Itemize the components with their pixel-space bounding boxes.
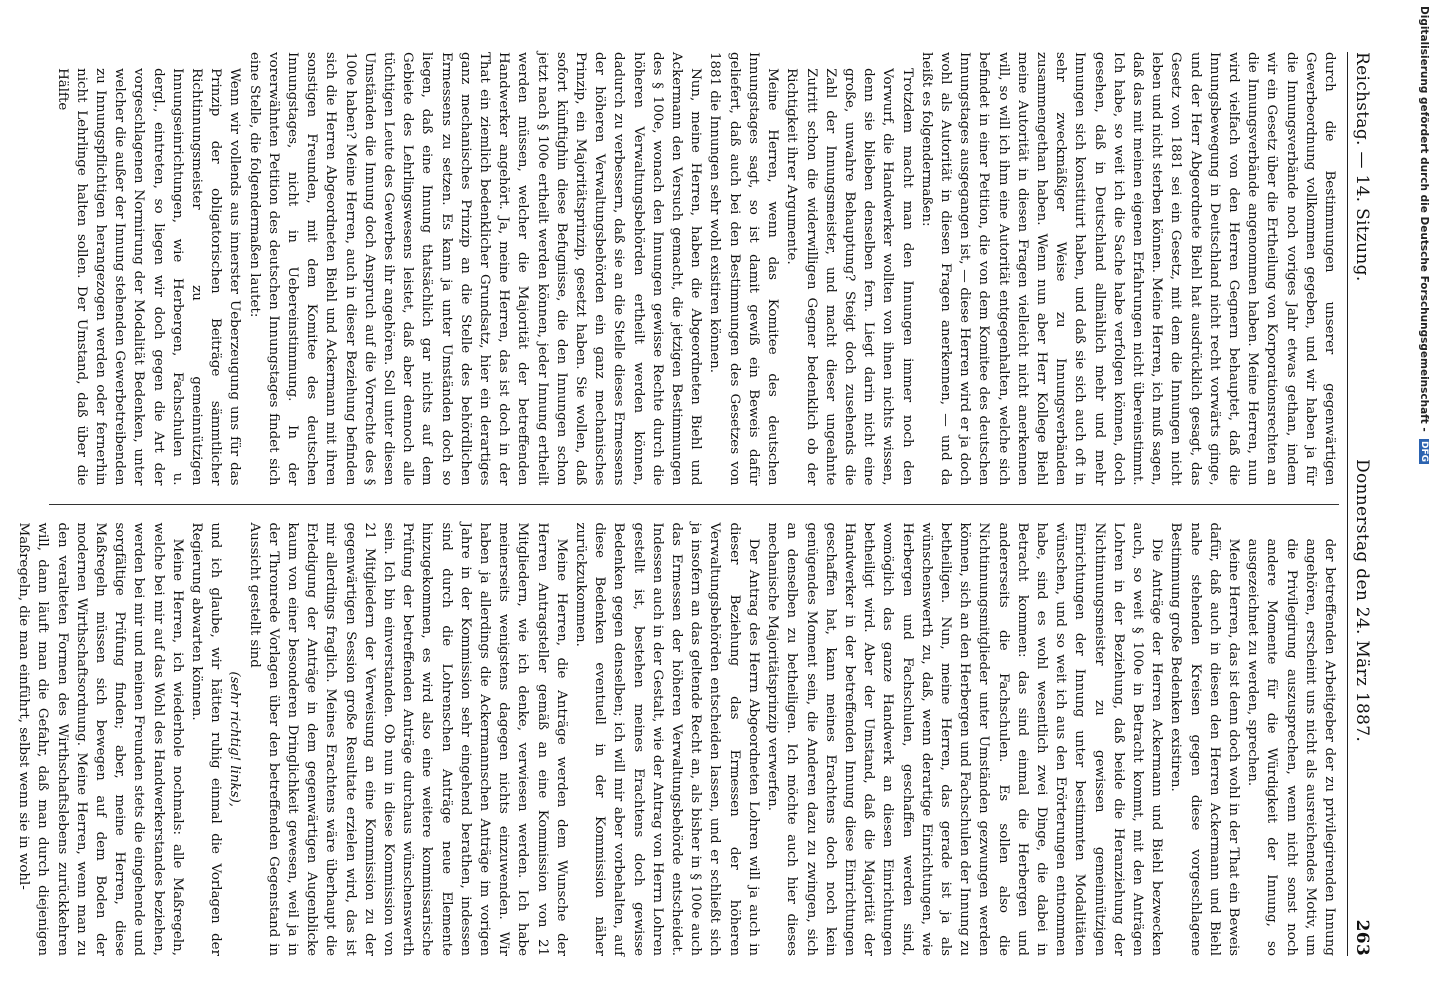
interjection: (sehr richtig! links), bbox=[227, 671, 243, 808]
quoted-paragraph: Wenn wir vollends aus innerster Ueberzeugung uns für das Prinzip der obligatorischen Beiträge sämmtlicher Richtinnungsmeister zu gemeinnützigen Innungseinrichtungen, wie Herbergen, Fachschulen u. dergl., eintreten, so liegen wir doch gegen die Art der vorgeschlagenen Normirung der Modalität Bedenken, unter welcher die außer der Innung stehenden Gewerbetreibenden zu Innungspflichtigen herangezogen werden oder fernerhin nicht Lehrlinge halten sollen. Der Umstand, daß über die Hälfte bbox=[54, 68, 243, 486]
dfg-sidebar bbox=[1412, 0, 1432, 1000]
quoted-paragraph: der betreffenden Arbeitgeber der zu privilegirenden Innung angehören, erscheint uns nicht als ausreichendes Motiv, um die Privilegirung auszusprechen, wenn nicht sonst noch andere Momente für die Würdigkeit der Innung, so ausgezeichnet zu werden, sprechen. bbox=[1245, 538, 1337, 956]
paragraph: Meine Herren, die Anträge werden dem Wunsche der Herren Antragsteller gemäß an eine Kommission von 21 Mitgliedern, wie ich denke, verwiesen werden. Ich habe meinerseits wenigstens dagegen nichts einzuwenden. Wir haben ja allerdings die Ackermannschen Anträge im vorigen Jahre in der Kommission sehr eingehend berathen, indessen sind durch die Lohrenschen Anträge neue Elemente hinzugekommen, es wird also eine weitere kommissarische Prüfung der betreffenden Anträge durchaus wünschenswerth sein. Ich bin einverstanden. Ob nun in diese Kommission von 21 Mitgliedern der Verweisung an eine Kommission zu der gegenwärtigen Session große Resultate erzielen wird, das ist mir allerdings fraglich. Meines Erachtens wäre überhaupt die Erledigung der Anträge in dem gegenwärtigen Augenblicke kaum von einer besonderen Dringlichkeit gewesen, weil ja in der Thronrede Vorlagen über den betreffenden Gegenstand in Aussicht gestellt sind bbox=[246, 522, 569, 956]
paragraph: Nun, meine Herren, haben die Abgeordneten Biehl und Ackermann den Versuch gemacht, die jetzigen Bestimmungen des § 100e, wonach den Innungen gewisse Rechte durch die höheren Verwaltungsbehörden ertheilt werden können, dadurch zu verbessern, daß sie an die Stelle dieses Ermessens der höheren Verwaltungsbehörden ein ganz mechanisches Prinzip, ein Majoritätsprinzip, gesetzt haben. Sie wollen, daß sofort künftighin diese Befugnisse, die den Innungen schon jetzt nach § 100e ertheilt werden können, jeder Innung ertheilt werden müssen, welcher die Majorität der betreffenden Handwerker angehört. Ja, meine Herren, das ist doch in der That ein ziemlich bedenklicher Grundsatz, hier ein derartiges ganz mechanisches Prinzip an die Stelle des behördlichen Ermessens zu setzen. Es kann ja unter Umständen doch so liegen, daß eine Innung thatsächlich gar nichts auf dem Gebiete des Lehrlingswesens leistet, daß aber dennoch alle tüchtigen Leute des Gewerbes ihr angehören. Soll unter diesen Umständen die Innung doch Anspruch auf die Vorrechte des § 100e haben? Meine Herren, auch in dieser Beziehung befinden sich die Herren Abgeordneten Biehl und Ackermann mit ihren sonstigen Freunden, mit dem Komitee des deutschen Innungstages, nicht in Uebereinstimmung. In der vorerwähnten Petition des deutschen Innungstages findet sich eine Stelle, die folgendermaßen lautet: bbox=[246, 52, 704, 486]
dfg-credit bbox=[1414, 6, 1430, 706]
page-number: 263 bbox=[1352, 919, 1372, 956]
paragraph: Meine Herren, ich wiederhole nochmals: alle Maßregeln, welche bei mir auf das Wohl des Handwerkerstandes beziehen, werden bei mir und meinen Freunden stets die eingehende und sorgfältige Prüfung finden; aber, meine Herren, diese Maßregeln müssen sich bewegen auf dem Boden der modernen Wirthschaftsordnung. Meine Herren, wenn man zu den veralteten Formen des Wirthschaftslebens zurückkehren will, dann läuft man die Gefahr, daß man durch diejenigen Maßregeln, die man einführt, selbst wenn sie in wohl- bbox=[16, 522, 185, 956]
dfg-logo: DFG bbox=[1419, 441, 1429, 463]
running-head bbox=[1347, 52, 1372, 956]
paragraph: Der Antrag des Herrn Abgeordneten Lohren will ja auch in dieser Beziehung das Ermessen der höheren Verwaltungsbehörden entscheiden lassen, und er schließt sich ja insofern an das geltende Recht an, als bisher in § 100e auch das Ermessen der höheren Verwaltungsbehörde entscheidet. Indessen auch in der Gestalt, wie der Antrag von Herrn Lohren gestellt ist, bestehen meines Erachtens doch gewisse Bedenken gegen denselben; ich will mir aber vorbehalten, auf diese Bedenken eventuell in der Kommission näher zurückzukommen. bbox=[573, 522, 761, 956]
left-column bbox=[49, 52, 1339, 486]
text-columns bbox=[16, 52, 1339, 956]
paragraph: durch die Bestimmungen unserer gegenwärtigen Gewerbeordnung vollkommen gegeben, und wir haben ja für die Innungsverbände noch voriges Jahr etwas gethan, indem wir ein Gesetz über die Ertheilung von Korporationsrechten an die Innungsverbände angenommen haben. Meine Herren, nun wird vielfach von den Herren Gegnern behauptet, daß die Innungsbewegung in Deutschland nicht recht vorwärts ginge, und der Herr Abgeordnete Biehl hat ausdrücklich gesagt, das Gesetz von 1881 sei ein Gesetz, mit dem die Innungen nicht leben und nicht sterben können. Meine Herren, ich muß sagen, daß das mit meinen eigenen Erfahrungen nicht übereinstimmt. Ich habe, so weit ich die Sache habe verfolgen können, doch gesehen, daß in Deutschland allmählich mehr und mehr Innungen sich konstituirt haben, und daß sie sich auch oft in sehr zweckmäßiger Weise zu Innungsverbänden zusammengethan haben. Wenn nun aber Herr Kollege Biehl meine Autorität in diesen Fragen vielleicht nicht anerkennen will, so will ich ihm eine Autorität entgegenhalten, welche sich befindet in einer Petition, die von dem Komitee des deutschen Innungstages ausgegangen ist, — diese Herren wird er ja doch wohl als Autorität in diesen Fragen anerkennen, — und da heißt es folgendermaßen: bbox=[918, 52, 1337, 486]
paragraph: Meine Herren, das ist denn doch wohl in der That ein Beweis dafür, daß auch in diesen den Herren Ackermann und Biehl nahe stehenden Kreisen gegen diese vorgeschlagene Bestimmung große Bedenken existiren. bbox=[1168, 522, 1241, 956]
running-head-left: Reichstag. — 14. Sitzung. bbox=[1352, 52, 1372, 282]
quoted-paragraph: Trotzdem macht man den Innungen immer noch den Vorwurf, die Handwerker wollten von ihnen nichts wissen, denn sie blieben denselben fern. Liegt darin nicht eine große, unwahre Behauptung? Steigt doch zusehends die Zahl der Innungsmeister, und macht dieser ungeahnte Zutritt schon die widerwilligen Gegner bedenklich ob der Richtigkeit ihrer Argumente. bbox=[784, 68, 915, 486]
paragraph: und ich glaube, wir hätten ruhig einmal die Vorlagen der Regierung abwarten können. bbox=[189, 522, 224, 956]
paragraph: Meine Herren, wenn das Komitee des deutschen Innungstages sagt, so ist damit gewiß ein Beweis dafür geliefert, daß auch bei den Bestimmungen des Gesetzes von 1881 die Innungen sehr wohl existiren können. bbox=[707, 52, 781, 486]
column-divider bbox=[49, 504, 1339, 505]
dfg-credit-text: Digitalisierung gefördert durch die Deutsche Forschungsgemeinschaft - bbox=[1418, 6, 1430, 432]
paragraph: Die Anträge der Herren Ackermann und Biehl bezwecken auch, so weit § 100e in Betracht kommt, mit den Anträgen Lohren in der Beziehung, daß beide die Heranziehung der Nichtinnungsmeister zu gewissen gemeinnützigen Einrichtungen der Innung unter bestimmten Modalitäten wünschen, und so weit ich aus den Erörterungen entnommen habe, sind es wohl wesentlich zwei Dinge, die dabei in Betracht kommen: das sind einmal die Herbergen und andererseits die Fachschulen. Es sollen also die Nichtinnungsmitglieder unter Umständen gezwungen werden können, sich an den Herbergen und Fachschulen der Innung zu betheiligen. Nun, meine Herren, das gerade ist ja als wünschenswerth zu, daß, wenn derartige Einrichtungen, wie Herbergen und Fachschulen, geschaffen werden sind, womöglich das ganze Handwerk an diesen Einrichtungen betheiligt wird. Aber der Umstand, daß die Majorität der Handwerker in der betreffenden Innung diese Einrichtungen geschaffen hat, kann meines Erachtens doch noch kein genügendes Moment sein, die Anderen dazu zu zwingen, sich an denselben zu betheiligen. Ich möchte auch hier dieses mechanische Majoritätsprinzip verwerfen. bbox=[765, 522, 1165, 956]
running-head-date: Donnerstag den 24. März 1887. bbox=[1352, 459, 1372, 743]
right-column bbox=[16, 522, 1339, 957]
